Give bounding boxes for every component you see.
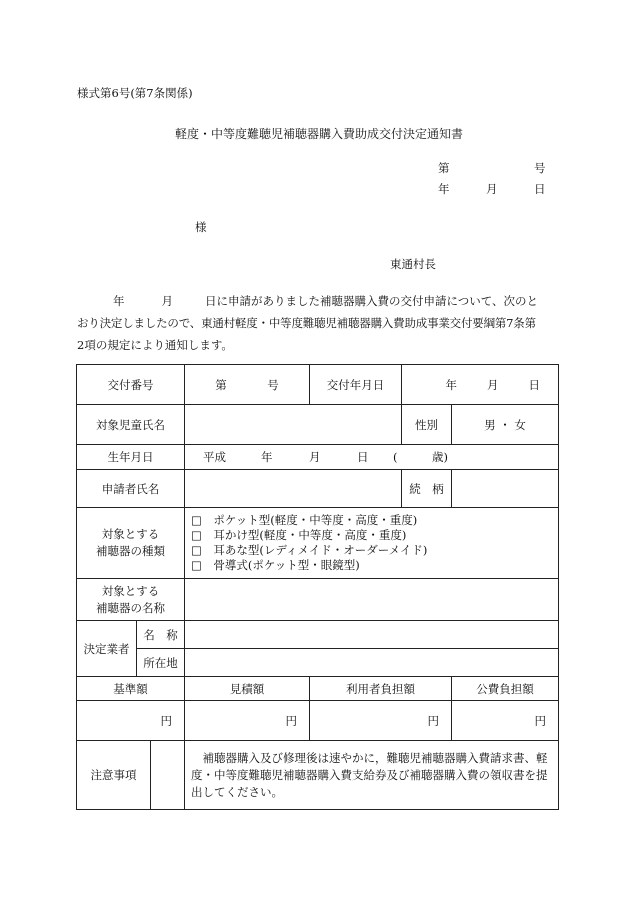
- grant-table: [76, 364, 559, 810]
- birthdate-day: 日: [357, 450, 369, 464]
- grant-date-year: 年: [445, 377, 457, 392]
- device-type-option[interactable]: □ 骨導式(ポケット型・眼鏡型): [191, 558, 360, 572]
- device-name-value: [185, 579, 559, 621]
- device-type-label-line-2: 補聴器の種類: [96, 544, 165, 558]
- grant-number-go: 号: [267, 377, 279, 392]
- birthdate-value: [185, 445, 559, 470]
- amount-public-share-yen: 円: [452, 701, 559, 741]
- body-month: 月: [161, 294, 173, 308]
- vendor-label: 決定業者: [77, 621, 137, 677]
- table-row: [77, 445, 559, 470]
- device-name-label-line-1: 対象とする: [101, 583, 160, 598]
- device-type-option[interactable]: □ 耳かけ型(軽度・中等度・高度・重度): [191, 528, 407, 542]
- device-type-label-line-1: 対象とする: [101, 527, 160, 541]
- body-line-1: [77, 290, 557, 312]
- addressee-suffix: 様: [195, 220, 207, 234]
- sex-value: 男 ・ 女: [452, 405, 559, 445]
- child-name-label: 対象児童氏名: [77, 405, 185, 445]
- table-row: [77, 470, 559, 508]
- sex-label: 性別: [402, 405, 452, 445]
- device-name-label-line-2: 補聴器の名称: [96, 600, 165, 615]
- table-row: [77, 405, 559, 445]
- grant-number-cell: [185, 365, 310, 405]
- table-row: [77, 508, 559, 579]
- applicant-label: 申請者氏名: [77, 470, 185, 508]
- grant-date-month: 月: [487, 377, 499, 392]
- table-row: [77, 649, 559, 677]
- body-year: 年: [113, 294, 125, 308]
- doc-date-month: 月: [486, 182, 498, 196]
- relation-label: 続 柄: [402, 470, 452, 508]
- vendor-name-label: 名 称: [137, 621, 185, 649]
- birthdate-month: 月: [309, 450, 321, 464]
- table-row: [77, 621, 559, 649]
- amount-estimate-yen: 円: [185, 701, 310, 741]
- table-row: [77, 701, 559, 741]
- document-title: 軽度・中等度難聴児補聴器購入費助成交付決定通知書: [175, 127, 464, 141]
- vendor-name-value: [185, 621, 559, 649]
- amount-header-user-share: 利用者負担額: [310, 677, 452, 701]
- doc-date-day: 日: [534, 182, 546, 196]
- birthdate-age: ( 歳): [393, 450, 448, 464]
- doc-date-year: 年: [438, 182, 450, 196]
- doc-number-go: 号: [534, 161, 546, 175]
- birthdate-era: 平成: [203, 450, 226, 464]
- body-line-1-rest: 日に申請がありました補聴器購入費の交付申請について、次のと: [205, 294, 539, 308]
- form-number: 様式第6号(第7条関係): [77, 86, 193, 100]
- issuer: 東通村長: [390, 257, 436, 271]
- notes-label-cell: [77, 741, 185, 810]
- amount-standard-yen: 円: [77, 701, 185, 741]
- relation-value: [452, 470, 559, 508]
- device-type-options: [185, 508, 559, 579]
- table-row: [77, 365, 559, 405]
- grant-date-cell: [402, 365, 559, 405]
- amount-header-estimate: 見積額: [185, 677, 310, 701]
- grant-date-day: 日: [528, 377, 540, 392]
- grant-number-dai: 第: [215, 377, 227, 392]
- amount-header-public-share: 公費負担額: [452, 677, 559, 701]
- birthdate-label: 生年月日: [77, 445, 185, 470]
- device-type-label: [77, 508, 185, 579]
- doc-number-dai: 第: [438, 161, 450, 175]
- device-type-option[interactable]: □ 耳あな型(レディメイド・オーダーメイド): [191, 543, 428, 557]
- device-type-option[interactable]: □ ポケット型(軽度・中等度・高度・重度): [191, 513, 418, 527]
- vendor-address-value: [185, 649, 559, 677]
- notes-text: 補聴器購入及び修理後は速やかに，難聴児補聴器購入費請求書、軽度・中等度難聴児補聴器購入費支給券及び補聴器購入費の領収書を提出してください。: [185, 741, 559, 810]
- body-line-3: 2項の規定により通知します。: [77, 338, 233, 352]
- device-name-label: [77, 579, 185, 621]
- table-row: [77, 741, 559, 810]
- body-paragraph: [77, 290, 557, 356]
- table-row: [77, 677, 559, 701]
- notes-label: 注意事項: [90, 768, 137, 782]
- table-row: [77, 579, 559, 621]
- child-name-value: [185, 405, 402, 445]
- grant-date-label: 交付年月日: [310, 365, 402, 405]
- vendor-address-label: 所在地: [137, 649, 185, 677]
- body-line-2: おり決定しましたので、東通村軽度・中等度難聴児補聴器購入費助成事業交付要綱第7条第: [77, 316, 536, 330]
- grant-number-label: 交付番号: [77, 365, 185, 405]
- applicant-value: [185, 470, 402, 508]
- amount-header-standard: 基準額: [77, 677, 185, 701]
- birthdate-year: 年: [261, 450, 273, 464]
- amount-user-share-yen: 円: [310, 701, 452, 741]
